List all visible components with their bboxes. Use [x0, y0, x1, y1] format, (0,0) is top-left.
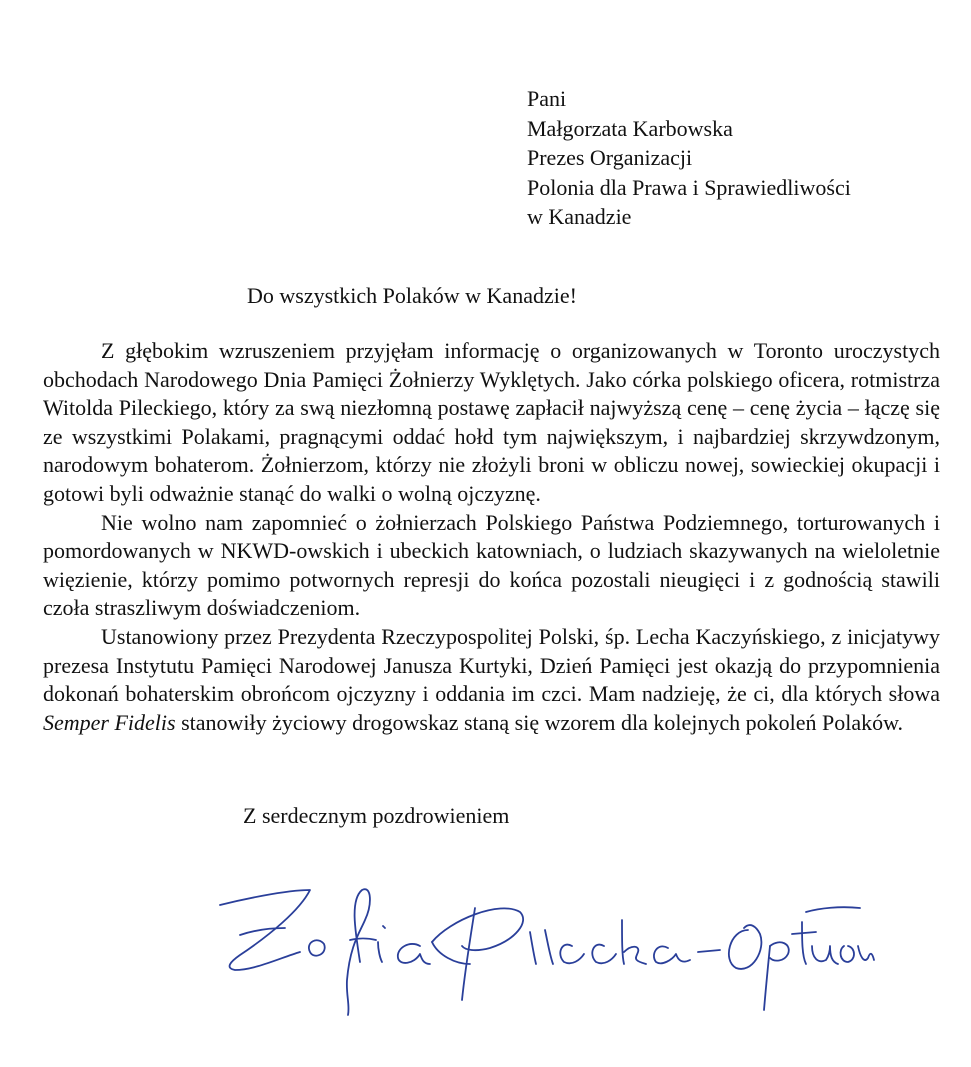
recipient-line-4: Polonia dla Prawa i Sprawiedliwości	[527, 174, 851, 200]
letter-body	[43, 337, 940, 737]
recipient-address	[527, 84, 851, 232]
salutation: Do wszystkich Polaków w Kanadzie!	[247, 283, 577, 308]
paragraph-3	[43, 623, 940, 737]
recipient-line-1: Pani	[527, 86, 567, 111]
signature-drawing	[200, 860, 880, 1020]
paragraph-2: Nie wolno nam zapomnieć o żołnierzach Polskiego Państwa Podziemnego, torturowanych i pomordowanych w NKWD-owskich i ubeckich katowniach, o ludziach skazywanych na wieloletnie więzienie, którzy pomimo potwornych represji do końca pozostali nieugięci i z godnością stawili czoła straszliwym doświadczeniom.	[43, 509, 940, 621]
recipient-line-2: Małgorzata Karbowska	[527, 115, 733, 141]
handwritten-signature	[200, 860, 880, 1020]
paragraph-1: Z głębokim wzruszeniem przyjęłam informację o organizowanych w Toronto uroczystych obchodach Narodowego Dnia Pamięci Żołnierzy Wyklętych. Jako córka polskiego oficera, rotmistrza Witolda Pileckiego, który za swą niezłomną postawę zapłacił najwyższą cenę – cenę życia – łączę się ze wszystkimi Polakami, pragnącymi oddać hołd tym największym, i najbardziej skrzywdzonym, narodowym bohaterom. Żołnierzom, którzy nie złożyli broni w obliczu nowej, sowieckiej okupacji i gotowi byli odważnie stanąć do walki o wolną ojczyznę.	[43, 338, 940, 506]
italic-phrase: Semper Fidelis	[43, 709, 176, 735]
paragraph-3-part-2: stanowiły życiowy drogowskaz staną się wzorem dla kolejnych pokoleń Polaków.	[175, 709, 904, 735]
recipient-line-5: w Kanadzie	[527, 204, 632, 229]
closing-line: Z serdecznym pozdrowieniem	[243, 803, 510, 828]
paragraph-3-part-1: Ustanowiony przez Prezydenta Rzeczypospolitej Polski, śp. Lecha Kaczyńskiego, z inicjatywy prezesa Instytutu Pamięci Narodowej Janusza Kurtyki, Dzień Pamięci jest okazją do przypomnienia dokonań bohaterskim obrońcom ojczyzny i oddania im czci. Mam nadzieję, że ci, dla których słowa	[43, 623, 940, 707]
recipient-line-3: Prezes Organizacji	[527, 145, 693, 170]
